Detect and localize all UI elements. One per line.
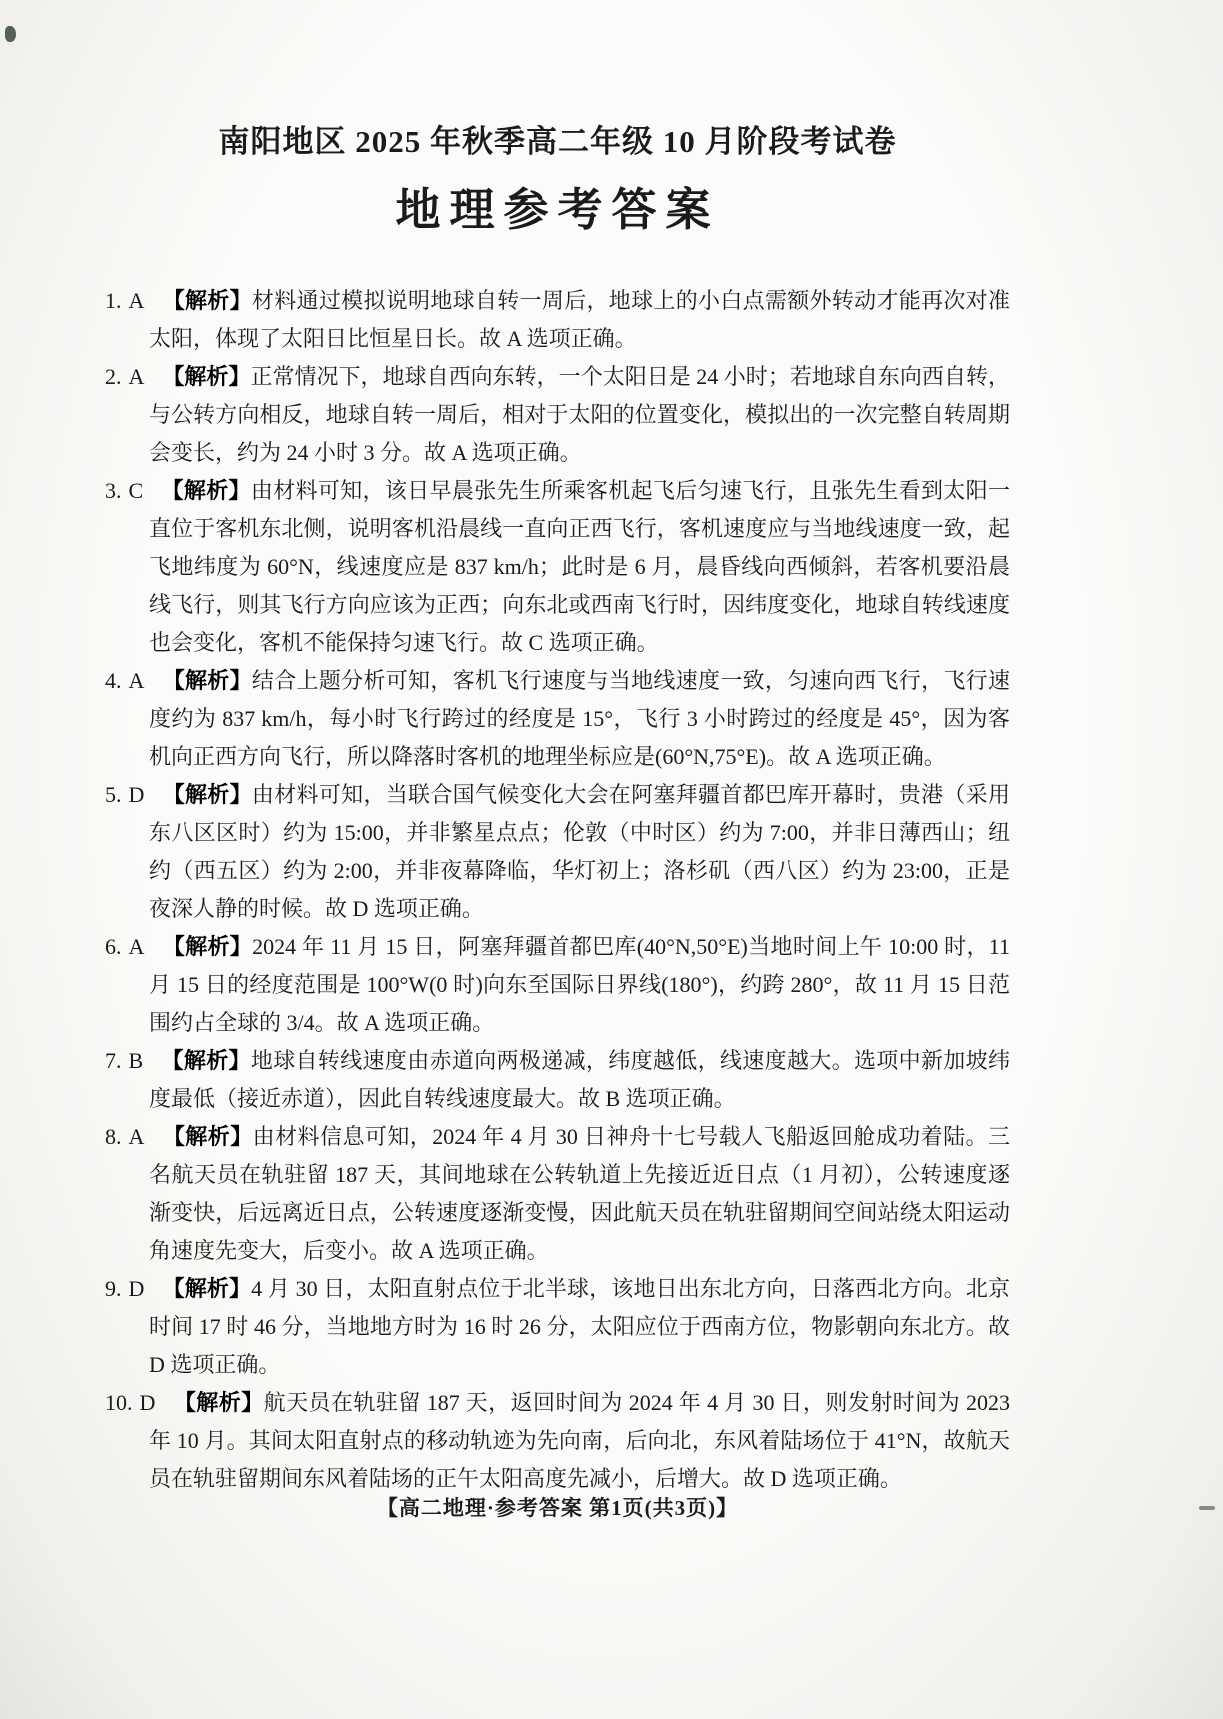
answer-item-4 [105,662,1010,776]
answer-letter: A [128,364,145,389]
answer-letter: D [128,1276,145,1301]
answer-letter: C [128,478,144,503]
answer-number: 2. [105,364,122,389]
answer-number: 1. [105,288,122,313]
answer-text: 2024 年 11 月 15 日，阿塞拜疆首都巴库(40°N,50°E)当地时间上午 10:00 时，11 月 15 日的经度范围是 100°W(0 时)向东至国际日界线(180°)，约跨 280°，故 11 月 15 日范围约占全球的 3/4。故 A 选项正确。 [149,934,1010,1035]
answer-list [105,282,1010,1498]
analysis-tag: 【解析】 [162,288,252,313]
answer-item-3 [105,472,1010,662]
answer-key-title: 地理参考答案 [395,185,720,235]
answer-item-7 [105,1042,1010,1118]
answer-item-6 [105,928,1010,1042]
answer-letter: A [128,1124,145,1149]
answer-letter: A [128,668,145,693]
answer-letter: B [128,1048,144,1073]
answer-number: 5. [105,782,122,807]
answer-text: 材料通过模拟说明地球自转一周后，地球上的小白点需额外转动才能再次对准太阳，体现了太阳日比恒星日长。故 A 选项正确。 [149,288,1010,351]
analysis-tag: 【解析】 [162,934,253,959]
analysis-tag: 【解析】 [161,478,251,503]
document-header [105,116,1010,238]
answer-text: 4 月 30 日，太阳直射点位于北半球，该地日出东北方向，日落西北方向。北京时间 17 时 46 分，当地地方时为 16 时 26 分，太阳应位于西南方位，物影朝向东北方。故 D 选项正确。 [149,1276,1010,1377]
scan-artifact-dash [1199,1506,1215,1510]
analysis-tag: 【解析】 [173,1390,264,1415]
analysis-tag: 【解析】 [162,782,252,807]
answer-text: 由材料信息可知，2024 年 4 月 30 日神舟十七号载人飞船返回舱成功着陆。三名航天员在轨驻留 187 天，其间地球在公转轨道上先接近近日点（1 月初），公转速度逐渐变快，后远离近日点，公转速度逐渐变慢，因此航天员在轨驻留期间空间站绕太阳运动角速度先变大，后变小。故 A 选项正确。 [149,1124,1010,1263]
answer-letter: A [128,288,145,313]
answer-number: 10. [105,1390,133,1415]
answer-item-5 [105,776,1010,928]
answer-text: 正常情况下，地球自西向东转，一个太阳日是 24 小时；若地球自东向西自转，与公转方向相反，地球自转一周后，相对于太阳的位置变化，模拟出的一次完整自转周期会变长，约为 24 小时 3 分。故 A 选项正确。 [149,364,1010,465]
scan-artifact-smudge [5,26,16,42]
answer-item-9 [105,1270,1010,1384]
answer-item-1 [105,282,1010,358]
analysis-tag: 【解析】 [162,364,251,389]
answer-item-10 [105,1384,1010,1498]
answer-number: 9. [105,1276,122,1301]
answer-letter: D [128,782,145,807]
page-footer: 【高二地理·参考答案 第1页(共3页)】 [376,1496,739,1520]
answer-text: 由材料可知，该日早晨张先生所乘客机起飞后匀速飞行，且张先生看到太阳一直位于客机东北侧，说明客机沿晨线一直向正西飞行，客机速度应与当地线速度一致，起飞地纬度为 60°N，线速度应是 837 km/h；此时是 6 月，晨昏线向西倾斜，若客机要沿晨线飞行，则其飞行方向应该为正西；向东北或西南飞行时，因纬度变化，地球自转线速度也会变化，客机不能保持匀速飞行。故 C 选项正确。 [149,478,1010,655]
answer-number: 8. [105,1124,122,1149]
exam-title: 南阳地区 2025 年秋季高二年级 10 月阶段考试卷 [218,124,897,159]
answer-letter: A [128,934,145,959]
answer-number: 4. [105,668,122,693]
answer-item-2 [105,358,1010,472]
answer-letter: D [139,1390,156,1415]
answer-number: 6. [105,934,122,959]
analysis-tag: 【解析】 [161,1048,251,1073]
answer-text: 航天员在轨驻留 187 天，返回时间为 2024 年 4 月 30 日，则发射时间为 2023 年 10 月。其间太阳直射点的移动轨迹为先向南，后向北，东风着陆场位于 41°N，故航天员在轨驻留期间东风着陆场的正午太阳高度先减小，后增大。故 D 选项正确。 [149,1390,1010,1491]
answer-number: 7. [105,1048,122,1073]
page-content [105,0,1010,1498]
answer-text: 由材料可知，当联合国气候变化大会在阿塞拜疆首都巴库开幕时，贵港（采用东八区区时）约为 15:00，并非繁星点点；伦敦（中时区）约为 7:00，并非日薄西山；纽约（西五区）约为 2:00，并非夜幕降临，华灯初上；洛杉矶（西八区）约为 23:00，正是夜深人静的时候。故 D 选项正确。 [149,782,1010,921]
answer-text: 结合上题分析可知，客机飞行速度与当地线速度一致，匀速向西飞行，飞行速度约为 837 km/h，每小时飞行跨过的经度是 15°，飞行 3 小时跨过的经度是 45°，因为客机向正西方向飞行，所以降落时客机的地理坐标应是(60°N,75°E)。故 A 选项正确。 [149,668,1010,769]
answer-number: 3. [105,478,122,503]
answer-text: 地球自转线速度由赤道向两极递减，纬度越低，线速度越大。选项中新加坡纬度最低（接近赤道），因此自转线速度最大。故 B 选项正确。 [149,1048,1010,1111]
analysis-tag: 【解析】 [162,668,252,693]
answer-item-8 [105,1118,1010,1270]
analysis-tag: 【解析】 [162,1276,252,1301]
analysis-tag: 【解析】 [162,1124,253,1149]
